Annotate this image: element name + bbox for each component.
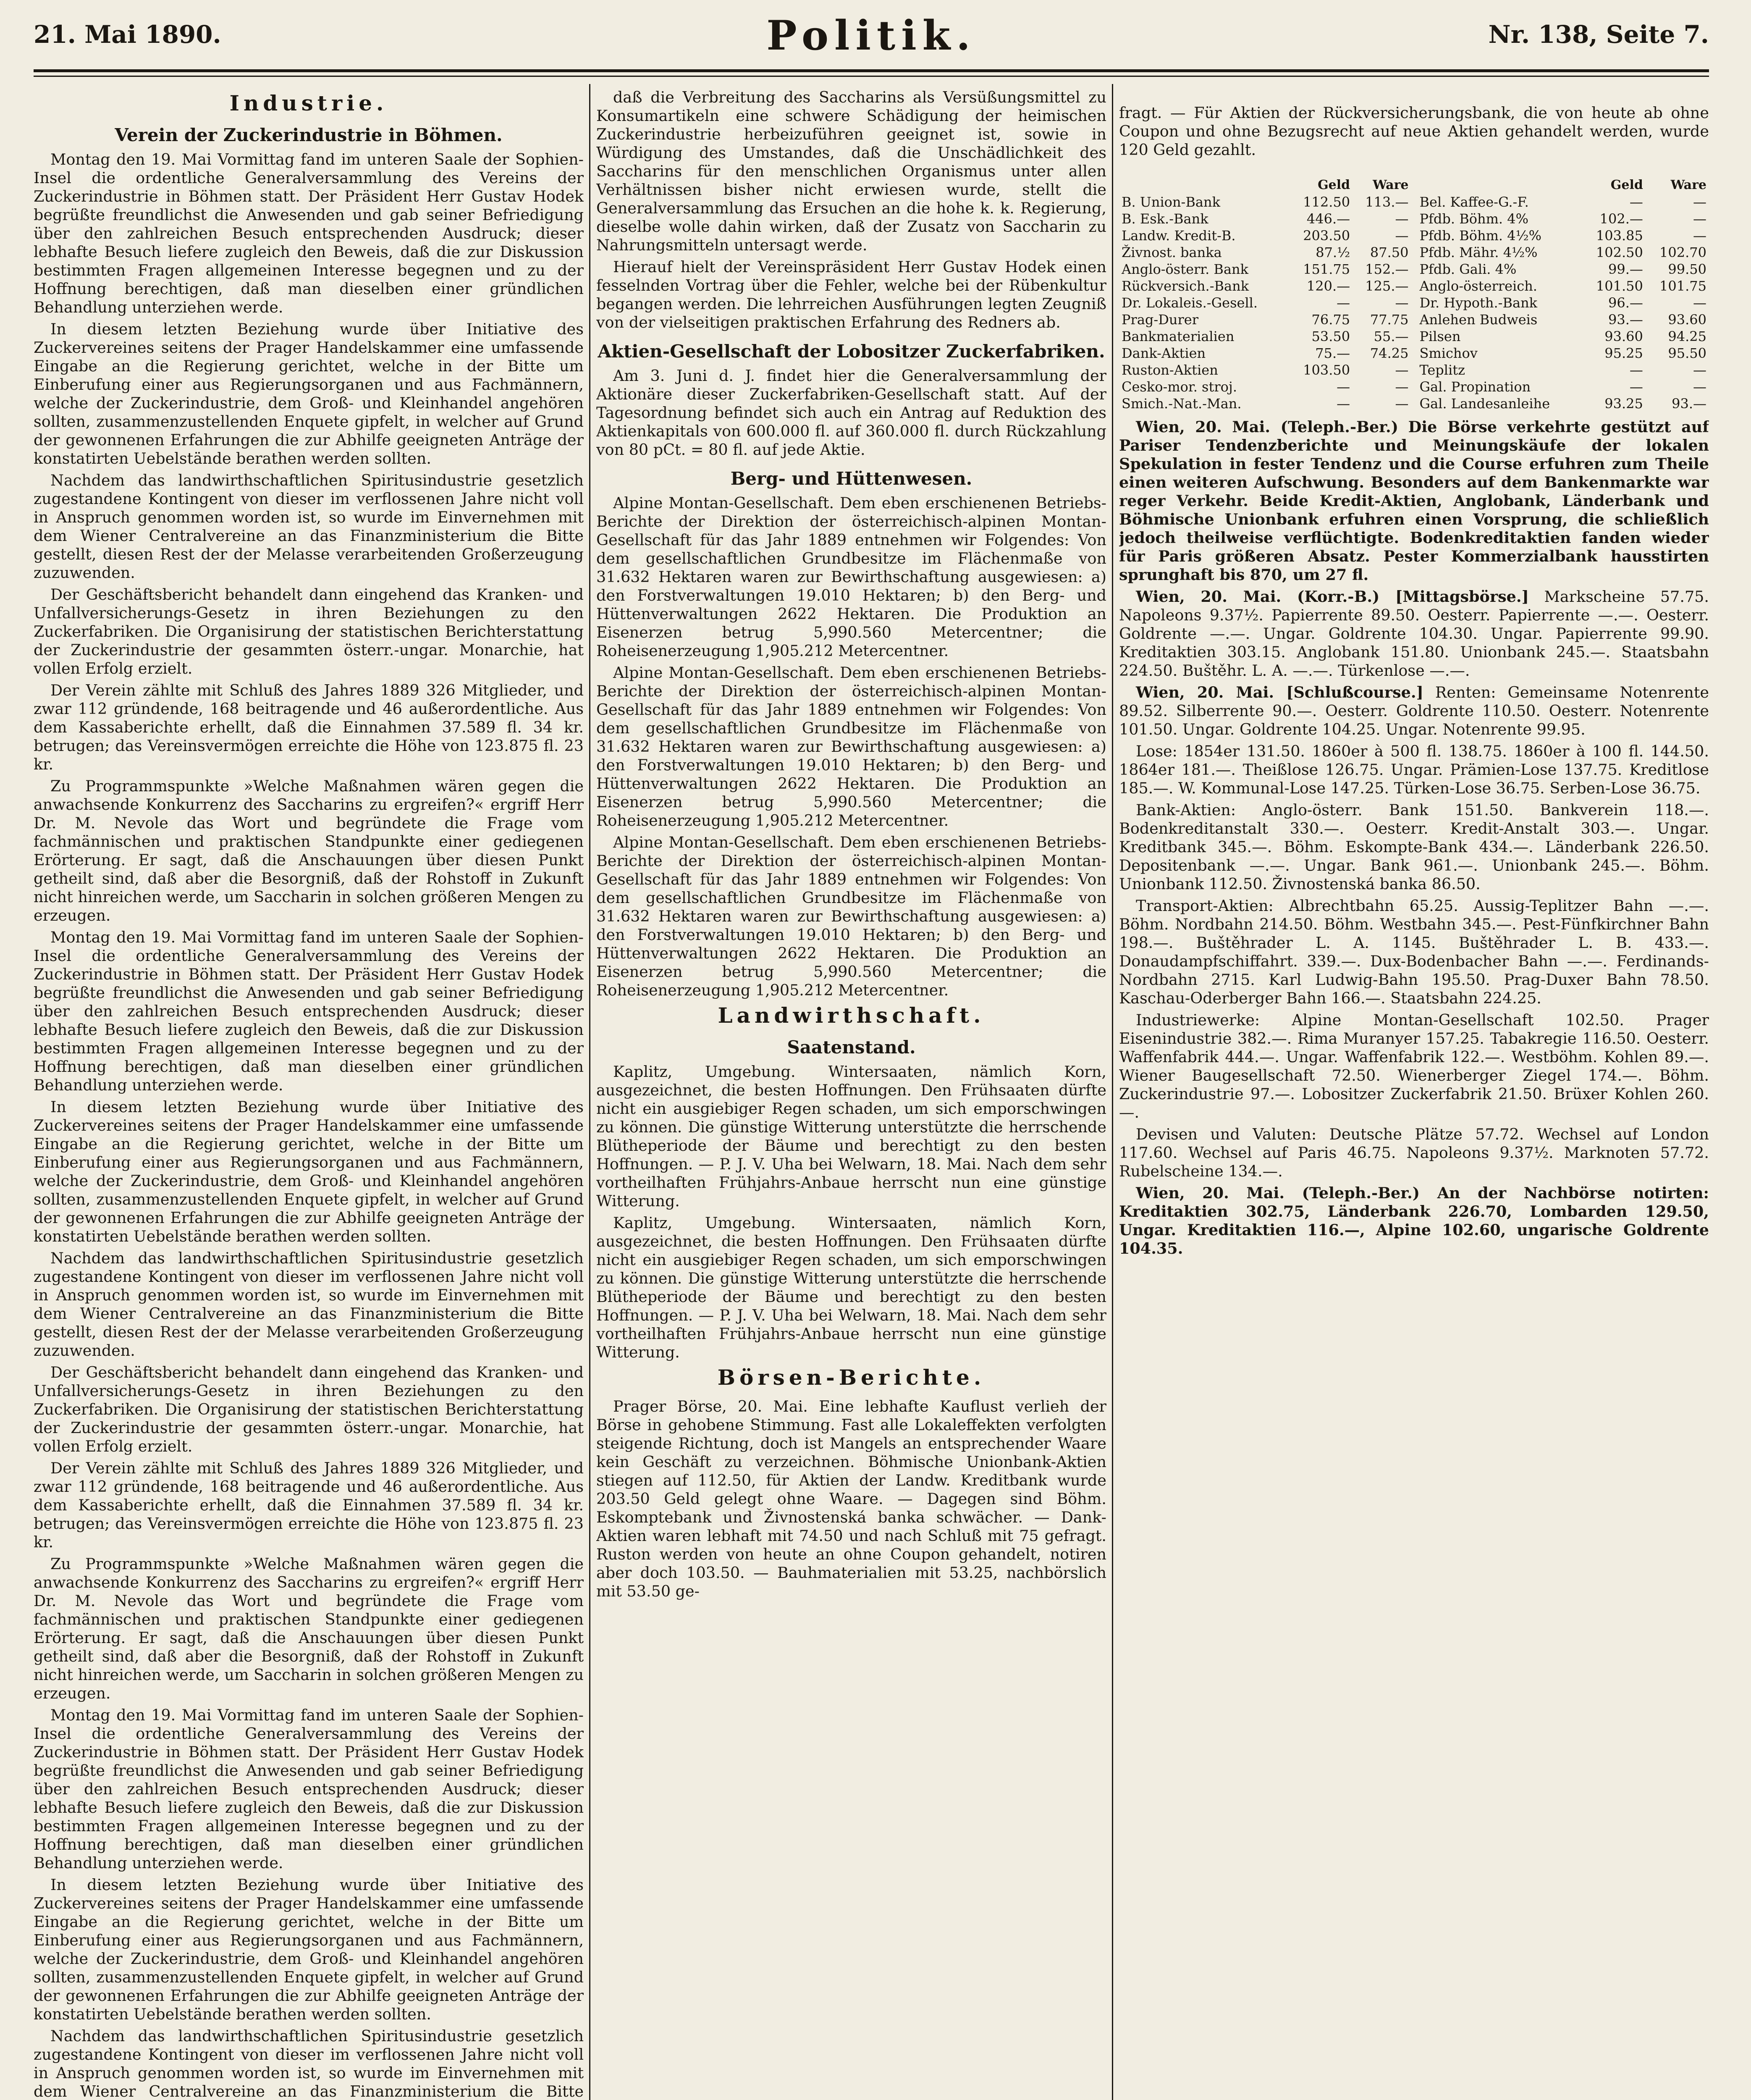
price-cell: — — [1693, 211, 1706, 227]
column-divider — [1112, 84, 1113, 2100]
price-cell: — — [1395, 228, 1409, 244]
price-cell: 76.75 — [1311, 312, 1350, 328]
boersen-heading: Börsen-Berichte. — [717, 1365, 986, 1390]
wien-title: Wien, 20. Mai. (Teleph.-Ber.) — [1136, 418, 1399, 436]
table-row — [1417, 378, 1709, 395]
price-cell: 151.75 — [1303, 261, 1350, 277]
price-cell: 77.75 — [1370, 312, 1409, 328]
price-cell: — — [1693, 228, 1706, 244]
security-name: Pfdb. Böhm. 4½% — [1419, 228, 1542, 244]
table-row — [1417, 294, 1709, 311]
article-paragraph: Zu Programmspunkte »Welche Maßnahmen wären gegen die anwachsende Konkurrenz des Saccharins zu ergreifen?« ergriff Herr Dr. M. Nevole das Wort und begründete die Frage vom fachmännischen und praktischen Standpunkte einer gediegenen Erörterung. Er sagt, daß die Anschauungen über diesen Punkt getheilt sind, daß aber die Besorgniß, daß der Rohstoff in Zukunft nicht hinreichen werde, um Saccharin in solchen größeren Mengen zu erzeugen. — [34, 777, 584, 924]
bergwesen-text: Alpine Montan-Gesellschaft. Dem eben erschienenen Betriebs-Berichte der Direktion der österreichisch-alpinen Montan-Gesellschaft für das Jahr 1889 entnehmen wir Folgendes: Von dem gesellschaftlichen Grundbesitze im Flächenmaße von 31.632 Hektaren waren zur Bewirthschaftung ausgewiesen: a) den Forstverwaltungen 19.010 Hektaren; b) den Berg- und Hüttenverwaltungen 2622 Hektaren. Die Produktion an Eisenerzen betrug 5,990.560 Metercentner; die Roheisenerzeugung 1,905.212 Metercentner. — [596, 664, 1106, 830]
issue-date: 21. Mai 1890. — [34, 20, 221, 49]
masthead-rule — [34, 69, 1709, 72]
price-cell: 102.50 — [1596, 244, 1643, 260]
price-cell: 55.— — [1374, 328, 1409, 344]
price-cell: 99.— — [1608, 261, 1643, 277]
security-name: Anglo-österr. Bank — [1122, 261, 1249, 277]
security-name: Smich.-Nat.-Man. — [1122, 396, 1242, 412]
article-paragraph: Der Geschäftsbericht behandelt dann eingehend das Kranken- und Unfallversicherungs-Gesetz in ihren Beziehungen zu den Zuckerfabriken. Die Organisirung der statistischen Berichterstattung der Zuckerindustrie der gesammten österr.-ungar. Monarchie, hat vollen Erfolg erzielt. — [34, 1363, 584, 1455]
price-cell: 87.½ — [1316, 244, 1350, 260]
table-header: Ware — [1670, 178, 1706, 192]
mittag-title: Wien, 20. Mai. (Korr.-B.) [Mittagsbörse.] — [1136, 588, 1529, 606]
price-cell: 101.75 — [1659, 278, 1706, 294]
price-cell: 87.50 — [1370, 244, 1409, 260]
price-cell: — — [1395, 396, 1409, 412]
security-name: Pfdb. Böhm. 4% — [1419, 211, 1529, 227]
security-name: Pfdb. Mähr. 4½% — [1419, 244, 1538, 260]
article-paragraph: In diesem letzten Beziehung wurde über Initiative des Zuckervereines seitens der Prager Handelskammer eine umfassende Eingabe an die Regierung gerichtet, welche in der Bitte um Einberufung einer aus Regierungsorganen und aus Fachmännern, welche der Zuckerindustrie, dem Groß- und Kleinhandel angehören sollten, zusammenzustellenden Enquete gipfelt, in welcher auf Grund der gewonnenen Erfahrungen die zur Abhilfe geeigneten Anträge der konstatirten Uebelstände berathen werden sollten. — [34, 1876, 584, 2023]
price-cell: 93.25 — [1604, 396, 1643, 412]
price-cell: 103.85 — [1596, 228, 1643, 244]
security-name: Dr. Hypoth.-Bank — [1419, 295, 1538, 311]
price-cell: 102.70 — [1659, 244, 1706, 260]
article-paragraph: Der Verein zählte mit Schluß des Jahres 1889 326 Mitglieder, und zwar 112 gründende, 168 beitragende und 46 außerordentliche. Aus dem Kassaberichte erhellt, daß die Einnahmen 37.589 fl. 34 kr. betrugen; das Vereinsvermögen erreichte die Höhe von 123.875 fl. 23 kr. — [34, 681, 584, 773]
price-cell: 96.— — [1608, 295, 1643, 311]
security-name: Landw. Kredit-B. — [1122, 228, 1236, 244]
security-name: Dank-Aktien — [1122, 345, 1206, 361]
price-cell: 120.— — [1306, 278, 1350, 294]
article-paragraph: Nachdem das landwirthschaftlichen Spiritusindustrie gesetzlich zugestandene Kontingent von dieser im verflossenen Jahre nicht voll in Anspruch genommen worden ist, so wurde im Einvernehmen mit dem Wiener Centralvereine an das Finanzministerium die Bitte gestellt, diesen Rest der der Melasse verarbeitenden Großerzeugung zuzuwenden. — [34, 471, 584, 582]
table-row — [1119, 210, 1411, 227]
industriewerke-text: Industriewerke: Alpine Montan-Gesellschaft 102.50. Prager Eisenindustrie 382.—. Rima Muranyer 157.25. Tabakregie 116.50. Oesterr. Waffenfabrik 444.—. Ungar. Waffenfabrik 122.—. Westböhm. Kohlen 89.—. Wiener Baugesellschaft 72.50. Wienerberger Ziegel 174.—. Böhm. Zuckerindustrie 97.—. Lobositzer Zuckerfabrik 21.50. Brüxer Kohlen 260.—. — [1119, 1011, 1709, 1121]
course-table-right — [1417, 177, 1709, 412]
price-cell: 53.50 — [1311, 328, 1350, 344]
column-3 — [1119, 88, 1709, 2100]
landwirthschaft-heading: Landwirthschaft. — [718, 1003, 985, 1028]
article-paragraph: Der Verein zählte mit Schluß des Jahres 1889 326 Mitglieder, und zwar 112 gründende, 168 beitragende und 46 außerordentliche. Aus dem Kassaberichte erhellt, daß die Einnahmen 37.589 fl. 34 kr. betrugen; das Vereinsvermögen erreichte die Höhe von 123.875 fl. 23 kr. — [34, 1459, 584, 1551]
price-cell: 112.50 — [1303, 194, 1350, 210]
price-cell: 446.— — [1306, 211, 1350, 227]
price-cell: 93.— — [1608, 312, 1643, 328]
price-cell: 103.50 — [1303, 362, 1350, 378]
security-name: Smichov — [1419, 345, 1478, 361]
price-cell: 101.50 — [1596, 278, 1643, 294]
nachboerse-title: Wien, 20. Mai. (Teleph.-Ber.) — [1136, 1184, 1420, 1202]
table-row — [1417, 210, 1709, 227]
security-name: Pilsen — [1419, 328, 1461, 344]
table-row — [1119, 345, 1411, 362]
transport-aktien-text: Transport-Aktien: Albrechtbahn 65.25. Aussig-Teplitzer Bahn —.—. Böhm. Nordbahn 214.50. Böhm. Westbahn 345.—. Pest-Fünfkirchner Bahn 198.—. Buštěhrader L. A. 1145. Buštěhrader L. B. 433.—. Donaudampfschiffahrt. 339.—. Dux-Bodenbacher Bahn —.—. Ferdinands-Nordbahn 2715. Karl Ludwig-Bahn 195.50. Prag-Duxer Bahn 78.50. Kaschau-Oderberger Bahn 166.—. Staatsbahn 224.25. — [1119, 897, 1709, 1007]
devisen-text: Devisen und Valuten: Deutsche Plätze 57.72. Wechsel auf London 117.60. Wechsel auf Paris 46.75. Napoleons 9.37½. Marknoten 57.72. Rubelscheine 134.—. — [1119, 1125, 1709, 1180]
security-name: Živnost. banka — [1122, 244, 1222, 260]
article-paragraph: Hierauf hielt der Vereinspräsident Herr Gustav Hodek einen fesselnden Vortrag über die Fehler, welche bei der Rübenkultur begangen werden. Die lehrreichen Ausführungen legten Zeugniß von der vielseitigen praktischen Erfahrung des Redners ab. — [596, 258, 1106, 331]
table-row — [1119, 227, 1411, 244]
table-header: Geld — [1318, 178, 1350, 192]
table-row — [1119, 362, 1411, 378]
security-name: Gal. Propination — [1419, 379, 1531, 395]
price-cell: — — [1337, 396, 1350, 412]
price-cell: — — [1693, 379, 1706, 395]
bergwesen-text: Alpine Montan-Gesellschaft. Dem eben erschienenen Betriebs-Berichte der Direktion der österreichisch-alpinen Montan-Gesellschaft für das Jahr 1889 entnehmen wir Folgendes: Von dem gesellschaftlichen Grundbesitze im Flächenmaße von 31.632 Hektaren waren zur Bewirthschaftung ausgewiesen: a) den Forstverwaltungen 19.010 Hektaren; b) den Berg- und Hüttenverwaltungen 2622 Hektaren. Die Produktion an Eisenerzen betrug 5,990.560 Metercentner; die Roheisenerzeugung 1,905.212 Metercentner. — [596, 833, 1106, 999]
security-name: Rückversich.-Bank — [1122, 278, 1249, 294]
price-cell: 95.25 — [1604, 345, 1643, 361]
price-cell: — — [1395, 362, 1409, 378]
table-row — [1119, 244, 1411, 261]
article-paragraph: daß die Verbreitung des Saccharins als Versüßungsmittel zu Konsumartikeln eine schwere Schädigung der heimischen Zuckerindustrie herbeizuführen geeignet ist, sowie in Würdigung des Umstandes, daß die Unschädlichkeit des Saccharins für den menschlichen Organismus unter allen Verhältnissen bisher nicht erwiesen wurde, stellt die Generalversammlung das Ersuchen an die hohe k. k. Regierung, dieselbe wolle dahin wirken, daß der Zusatz von Saccharin zu Nahrungsmitteln untersagt werde. — [596, 88, 1106, 254]
schluss-title: Wien, 20. Mai. [Schlußcourse.] — [1136, 683, 1423, 701]
page-number: Nr. 138, Seite 7. — [1488, 20, 1709, 49]
table-row — [1417, 395, 1709, 412]
table-row — [1119, 311, 1411, 328]
security-name: Dr. Lokaleis.-Gesell. — [1122, 295, 1258, 311]
wien-text: Die Börse verkehrte gestützt auf Pariser Tendenzberichte und Meinungskäufe der lokalen Spekulation in fester Tendenz und die Course erfuhren zum Theile einen weiteren Aufschwung. Besonders auf dem Bankenmarkte war reger Verkehr. Beide Kredit-Aktien, Anglobank, Länderbank und Böhmische Unionbank erfuhren einen Vorsprung, die schließlich jedoch theilweise verflüchtigte. Bodenkreditaktien fanden wieder für Paris größeren Absatz. Pester Kommerzialbank hausstirten sprunghaft bis 870, um 27 fl. — [1119, 418, 1709, 584]
price-cell: 93.— — [1672, 396, 1706, 412]
security-name: Ruston-Aktien — [1122, 362, 1218, 378]
section-title: Politik. — [766, 12, 976, 59]
table-row — [1119, 328, 1411, 345]
table-header — [1417, 177, 1582, 194]
price-cell: — — [1693, 295, 1706, 311]
price-cell: 74.25 — [1370, 345, 1409, 361]
price-cell: 113.— — [1365, 194, 1409, 210]
table-header — [1119, 177, 1290, 194]
price-cell: 99.50 — [1668, 261, 1706, 277]
nachboerse-text: An der Nachbörse notirten: Kreditaktien 302.75, Länderbank 226.70, Lombarden 129.50, Ungar. Kreditaktien 116.—, Alpine 102.60, ungarische Goldrente 104.35. — [1119, 1184, 1709, 1257]
security-name: Teplitz — [1419, 362, 1465, 378]
price-cell: 75.— — [1315, 345, 1350, 361]
price-cell: 94.25 — [1668, 328, 1706, 344]
masthead-rule-thin — [34, 76, 1709, 77]
table-header: Geld — [1610, 178, 1643, 192]
boerse-intro: fragt. — Für Aktien der Rückversicherungsbank, die von heute ab ohne Coupon und ohne Bezugsrecht auf neue Aktien gehandelt werden, wurde 120 Geld gezahlt. — [1119, 103, 1709, 159]
article-paragraph: Der Geschäftsbericht behandelt dann eingehend das Kranken- und Unfallversicherungs-Gesetz in ihren Beziehungen zu den Zuckerfabriken. Die Organisirung der statistischen Berichterstattung der Zuckerindustrie der gesammten österr.-ungar. Monarchie, hat vollen Erfolg erzielt. — [34, 585, 584, 677]
price-cell: 125.— — [1365, 278, 1409, 294]
price-cell: 203.50 — [1303, 228, 1350, 244]
price-cell: — — [1693, 194, 1706, 210]
security-name: Anlehen Budweis — [1419, 312, 1538, 328]
price-cell: 93.60 — [1668, 312, 1706, 328]
saatenstand-text: Kaplitz, Umgebung. Wintersaaten, nämlich Korn, ausgezeichnet, die besten Hoffnungen. Den Frühsaaten dürfte nicht ein ausgiebiger Regen schaden, um sich emporschwingen zu können. Die günstige Witterung unterstützte die herrschende Blütheperiode der Bäume und berechtigt zu den besten Hoffnungen. — P. J. V. Uha bei Welwarn, 18. Mai. Nach dem sehr vortheilhaften Frühjahrs-Anbaue herrscht nun eine günstige Witterung. — [596, 1063, 1106, 1210]
price-cell: — — [1337, 295, 1350, 311]
mittag-text: Markscheine 57.75. Napoleons 9.37½. Papierrente 89.50. Oesterr. Papierrente —.—. Oesterr. Goldrente —.—. Ungar. Goldrente 104.30. Ungar. Papierrente 99.90. Kreditaktien 303.15. Anglobank 151.80. Unionbank 245.—. Staatsbahn 224.50. Buštěhr. L. A. —.—. Türkenlose —.—. — [1119, 588, 1709, 680]
security-name: Prag-Durer — [1122, 312, 1198, 328]
table-row — [1417, 328, 1709, 345]
saatenstand-heading: Saatenstand. — [787, 1037, 916, 1058]
table-row — [1119, 378, 1411, 395]
bergwesen-heading: Berg- und Hüttenwesen. — [730, 468, 972, 489]
table-row — [1417, 227, 1709, 244]
course-tables — [1119, 174, 1709, 418]
price-cell: 102.— — [1599, 211, 1643, 227]
security-name: Gal. Landesanleihe — [1419, 396, 1550, 412]
table-row — [1417, 278, 1709, 294]
table-row — [1417, 311, 1709, 328]
price-cell: — — [1693, 362, 1706, 378]
security-name: Bel. Kaffee-G.-F. — [1419, 194, 1529, 210]
lobositz-text: Am 3. Juni d. J. findet hier die Generalversammlung der Aktionäre dieser Zuckerfabriken-Gesellschaft statt. Auf der Tagesordnung befindet sich auch ein Antrag auf Reduktion des Aktienkapitals von 600.000 fl. auf 360.000 fl. durch Rückzahlung von 80 pCt. = 80 fl. auf jede Aktie. — [596, 367, 1106, 459]
article-paragraph: Nachdem das landwirthschaftlichen Spiritusindustrie gesetzlich zugestandene Kontingent von dieser im verflossenen Jahre nicht voll in Anspruch genommen worden ist, so wurde im Einvernehmen mit dem Wiener Centralvereine an das Finanzministerium die Bitte — [34, 2027, 584, 2100]
price-cell: 95.50 — [1668, 345, 1706, 361]
column-divider — [589, 84, 590, 2100]
table-row — [1119, 395, 1411, 412]
table-row — [1417, 261, 1709, 278]
price-cell: — — [1395, 379, 1409, 395]
security-name: B. Union-Bank — [1122, 194, 1220, 210]
security-name: Bankmaterialien — [1122, 328, 1235, 344]
article-paragraph: In diesem letzten Beziehung wurde über Initiative des Zuckervereines seitens der Prager Handelskammer eine umfassende Eingabe an die Regierung gerichtet, welche in der Bitte um Einberufung einer aus Regierungsorganen und aus Fachmännern, welche der Zuckerindustrie, dem Groß- und Kleinhandel angehören sollten, zusammenzustellenden Enquete gipfelt, in welcher auf Grund der gewonnenen Erfahrungen die zur Abhilfe geeigneten Anträge der konstatirten Uebelstände berathen werden sollten. — [34, 1098, 584, 1245]
column-2 — [596, 88, 1106, 2100]
column-1 — [34, 88, 584, 2100]
prager-boerse-text: Prager Börse, 20. Mai. Eine lebhafte Kauflust verlieh der Börse in gehobene Stimmung. Fast alle Lokaleffekten verfolgten steigende Richtung, doch ist Mangels an entsprechender Waare kein Geschäft zu verzeichnen. Böhmische Unionbank-Aktien stiegen auf 112.50, für Aktien der Landw. Kreditbank wurde 203.50 Geld gelegt ohne Waare. — Dagegen sind Böhm. Eskomptebank und Živnostenská banka schwächer. — Dank-Aktien waren lebhaft mit 74.50 und nach Schluß mit 75 gefragt. Ruston werden von heute an ohne Coupon gehandelt, notiren aber doch 103.50. — Bauhmaterialien mit 53.25, nachbörslich mit 53.50 ge- — [596, 1397, 1106, 1600]
saatenstand-text: Kaplitz, Umgebung. Wintersaaten, nämlich Korn, ausgezeichnet, die besten Hoffnungen. Den Frühsaaten dürfte nicht ein ausgiebiger Regen schaden, um sich emporschwingen zu können. Die günstige Witterung unterstützte die herrschende Blütheperiode der Bäume und berechtigt zu den besten Hoffnungen. — P. J. V. Uha bei Welwarn, 18. Mai. Nach dem sehr vortheilhaften Frühjahrs-Anbaue herrscht nun eine günstige Witterung. — [596, 1214, 1106, 1361]
article-paragraph: In diesem letzten Beziehung wurde über Initiative des Zuckervereines seitens der Prager Handelskammer eine umfassende Eingabe an die Regierung gerichtet, welche in der Bitte um Einberufung einer aus Regierungsorganen und aus Fachmännern, welche der Zuckerindustrie, dem Groß- und Kleinhandel angehören sollten, zusammenzustellenden Enquete gipfelt, in welcher auf Grund der gewonnenen Erfahrungen die zur Abhilfe geeigneten Anträge der konstatirten Uebelstände berathen werden sollten. — [34, 320, 584, 467]
price-cell: 93.60 — [1604, 328, 1643, 344]
table-row — [1119, 261, 1411, 278]
price-cell: — — [1629, 362, 1643, 378]
lose-text: Lose: 1854er 131.50. 1860er à 500 fl. 138.75. 1860er à 100 fl. 144.50. 1864er 181.—. Theißlose 126.75. Ungar. Prämien-Lose 137.75. Kreditlose 185.—. W. Kommunal-Lose 147.25. Türken-Lose 36.75. Serben-Lose 36.75. — [1119, 742, 1709, 797]
table-header: Ware — [1373, 178, 1409, 192]
price-cell: — — [1629, 379, 1643, 395]
lobositz-heading: Aktien-Gesellschaft der Lobositzer Zuckerfabriken. — [598, 341, 1105, 362]
security-name: B. Esk.-Bank — [1122, 211, 1208, 227]
security-name: Cesko-mor. stroj. — [1122, 379, 1237, 395]
table-row — [1417, 362, 1709, 378]
security-name: Anglo-österreich. — [1419, 278, 1537, 294]
article-title: Verein der Zuckerindustrie in Böhmen. — [115, 125, 503, 145]
article-paragraph: Montag den 19. Mai Vormittag fand im unteren Saale der Sophien-Insel die ordentliche Generalversammlung des Vereins der Zuckerindustrie in Böhmen statt. Der Präsident Herr Gustav Hodek begrüßte freundlichst die Anwesenden und gab seiner Befriedigung über den zahlreichen Besuch entsprechenden Ausdruck; dieser lebhafte Besuch liefere zugleich den Beweis, daß die zur Diskussion bestimmten Fragen allgemeinen Interesse begegnen und zu der Hoffnung berechtigen, daß man dieselben einer gründlichen Behandlung unterziehen werde. — [34, 1706, 584, 1872]
article-paragraph: Montag den 19. Mai Vormittag fand im unteren Saale der Sophien-Insel die ordentliche Generalversammlung des Vereins der Zuckerindustrie in Böhmen statt. Der Präsident Herr Gustav Hodek begrüßte freundlichst die Anwesenden und gab seiner Befriedigung über den zahlreichen Besuch entsprechenden Ausdruck; dieser lebhafte Besuch liefere zugleich den Beweis, daß die zur Diskussion bestimmten Fragen allgemeinen Interesse begegnen und zu der Hoffnung berechtigen, daß man dieselben einer gründlichen Behandlung unterziehen werde. — [34, 928, 584, 1094]
table-row — [1417, 345, 1709, 362]
table-row — [1417, 244, 1709, 261]
price-cell: 152.— — [1365, 261, 1409, 277]
article-paragraph: Montag den 19. Mai Vormittag fand im unteren Saale der Sophien-Insel die ordentliche Generalversammlung des Vereins der Zuckerindustrie in Böhmen statt. Der Präsident Herr Gustav Hodek begrüßte freundlichst die Anwesenden und gab seiner Befriedigung über den zahlreichen Besuch entsprechenden Ausdruck; dieser lebhafte Besuch liefere zugleich den Beweis, daß die zur Diskussion bestimmten Fragen allgemeinen Interesse begegnen und zu der Hoffnung berechtigen, daß man dieselben einer gründlichen Behandlung unterziehen werde. — [34, 150, 584, 316]
price-cell: — — [1395, 211, 1409, 227]
article-paragraph: Zu Programmspunkte »Welche Maßnahmen wären gegen die anwachsende Konkurrenz des Saccharins zu ergreifen?« ergriff Herr Dr. M. Nevole das Wort und begründete die Frage vom fachmännischen und praktischen Standpunkte einer gediegenen Erörterung. Er sagt, daß die Anschauungen über diesen Punkt getheilt sind, daß aber die Besorgniß, daß der Rohstoff in Zukunft nicht hinreichen werde, um Saccharin in solchen größeren Mengen zu erzeugen. — [34, 1555, 584, 1702]
price-cell: — — [1629, 194, 1643, 210]
course-table-left — [1119, 177, 1411, 412]
price-cell: — — [1337, 379, 1350, 395]
security-name: Pfdb. Gali. 4% — [1419, 261, 1517, 277]
bergwesen-text: Alpine Montan-Gesellschaft. Dem eben erschienenen Betriebs-Berichte der Direktion der österreichisch-alpinen Montan-Gesellschaft für das Jahr 1889 entnehmen wir Folgendes: Von dem gesellschaftlichen Grundbesitze im Flächenmaße von 31.632 Hektaren waren zur Bewirthschaftung ausgewiesen: a) den Forstverwaltungen 19.010 Hektaren; b) den Berg- und Hüttenverwaltungen 2622 Hektaren. Die Produktion an Eisenerzen betrug 5,990.560 Metercentner; die Roheisenerzeugung 1,905.212 Metercentner. — [596, 494, 1106, 660]
bank-aktien-text: Bank-Aktien: Anglo-österr. Bank 151.50. Bankverein 118.—. Bodenkreditanstalt 330.—. Oesterr. Kredit-Anstalt 303.—. Ungar. Kreditbank 345.—. Böhm. Eskompte-Bank 434.—. Länderbank 226.50. Depositenbank —.—. Ungar. Bank 961.—. Unionbank 245.—. Böhm. Unionbank 112.50. Živnostenská banka 86.50. — [1119, 801, 1709, 893]
table-row — [1119, 278, 1411, 294]
table-row — [1119, 294, 1411, 311]
price-cell: — — [1395, 295, 1409, 311]
table-row — [1119, 194, 1411, 210]
masthead — [34, 12, 1709, 62]
industrie-heading: Industrie. — [229, 91, 388, 116]
renten-text: Renten: Gemeinsame Notenrente 89.52. Silberrente 90.—. Oesterr. Goldrente 110.50. Oesterr. Notenrente 101.50. Ungar. Goldrente 104.25. Ungar. Notenrente 99.95. — [1119, 683, 1709, 738]
article-paragraph: Nachdem das landwirthschaftlichen Spiritusindustrie gesetzlich zugestandene Kontingent von dieser im verflossenen Jahre nicht voll in Anspruch genommen worden ist, so wurde im Einvernehmen mit dem Wiener Centralvereine an das Finanzministerium die Bitte gestellt, diesen Rest der der Melasse verarbeitenden Großerzeugung zuzuwenden. — [34, 1249, 584, 1360]
table-row — [1417, 194, 1709, 210]
